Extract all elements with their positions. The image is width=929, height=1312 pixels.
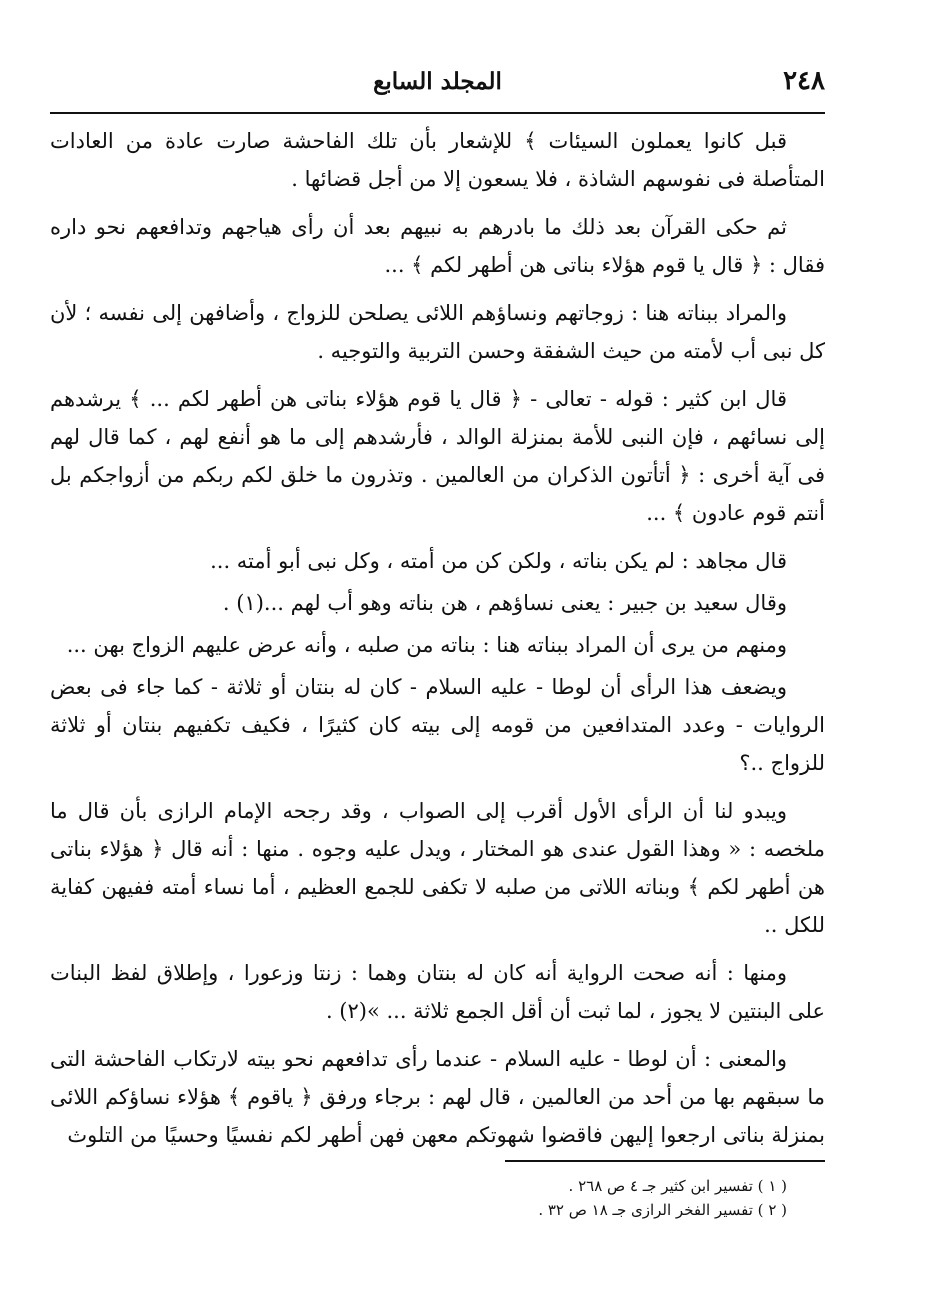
footnote: ( ١ ) تفسير ابن كثير جـ ٤ ص ٢٦٨ . — [568, 1177, 787, 1195]
paragraph: والمعنى : أن لوطا - عليه السلام - عندما رأى تدافعهم نحو بيته لارتكاب الفاحشة التى ما سبقهم بها من أحد من العالمين ، قال لهم : برجاء ورفق ﴿ ياقوم ﴾ هؤلاء نساؤكم اللائى بمنزلة بناتى ارجعوا إليهن فاقضوا شهوتكم معهن فهن أطهر لكم نفسيًا وحسيًا من التلوث — [50, 1047, 825, 1147]
paragraph: ويضعف هذا الرأى أن لوطا - عليه السلام - كان له بنتان أو ثلاثة - كما جاء فى بعض الروايات - وعدد المتدافعين من قومه إلى بيته كان كثيرًا ، فكيف تكفيهم بنتان أو ثلاثة للزواج ..؟ — [50, 675, 825, 775]
running-title: المجلد السابع — [373, 68, 502, 95]
footnotes — [50, 1174, 825, 1222]
footnote-divider — [505, 1160, 825, 1162]
footnote: ( ٢ ) تفسير الفخر الرازى جـ ١٨ ص ٣٢ . — [538, 1201, 787, 1219]
paragraph: ويبدو لنا أن الرأى الأول أقرب إلى الصواب ، وقد رجحه الإمام الرازى بأن قال ما ملخصه : « وهذا القول عندى هو المختار ، ويدل عليه وجوه . منها : أنه قال ﴿ هؤلاء بناتى هن أطهر لكم ﴾ وبناته اللاتى من صلبه لا تكفى للجمع العظيم ، أما نساء أمته ففيهن كفاية للكل .. — [50, 799, 825, 937]
paragraph: والمراد ببناته هنا : زوجاتهم ونساؤهم اللائى يصلحن للزواج ، وأضافهن إلى نفسه ؛ لأن كل نبى أب لأمته من حيث الشفقة وحسن التربية والتوجيه . — [50, 301, 825, 363]
paragraph: ومنهم من يرى أن المراد ببناته هنا : بناته من صلبه ، وأنه عرض عليهم الزواج بهن ... — [66, 633, 787, 657]
page-number: ٢٤٨ — [783, 66, 825, 96]
paragraph: ثم حكى القرآن بعد ذلك ما بادرهم به نبيهم بعد أن رأى هياجهم وتدافعهم نحو داره فقال : ﴿ قال يا قوم هؤلاء بناتى هن أطهر لكم ﴾ ... — [50, 215, 825, 277]
paragraph: قال مجاهد : لم يكن بناته ، ولكن كن من أمته ، وكل نبى أبو أمته ... — [210, 549, 787, 573]
page-body — [50, 122, 825, 1164]
header-divider — [50, 112, 825, 114]
paragraph: قبل كانوا يعملون السيئات ﴾ للإشعار بأن تلك الفاحشة صارت عادة من العادات المتأصلة فى نفوسهم الشاذة ، فلا يسعون إلا من أجل قضائها . — [50, 129, 825, 191]
paragraph: وقال سعيد بن جبير : يعنى نساؤهم ، هن بناته وهو أب لهم ...(١) . — [222, 591, 787, 615]
paragraph: قال ابن كثير : قوله - تعالى - ﴿ قال يا قوم هؤلاء بناتى هن أطهر لكم ... ﴾ يرشدهم إلى نسائهم ، فإن النبى للأمة بمنزلة الوالد ، فأرشدهم إلى ما هو أنفع لهم ، كما قال لهم فى آية أخرى : ﴿ أتأتون الذكران من العالمين . وتذرون ما خلق لكم ربكم من أزواجكم بل أنتم قوم عادون ﴾ ... — [50, 387, 825, 525]
page-header — [50, 66, 825, 106]
paragraph: ومنها : أنه صحت الرواية أنه كان له بنتان وهما : زنتا وزعورا ، وإطلاق لفظ البنات على البنتين لا يجوز ، لما ثبت أن أقل الجمع ثلاثة ... »(٢) . — [50, 961, 825, 1023]
